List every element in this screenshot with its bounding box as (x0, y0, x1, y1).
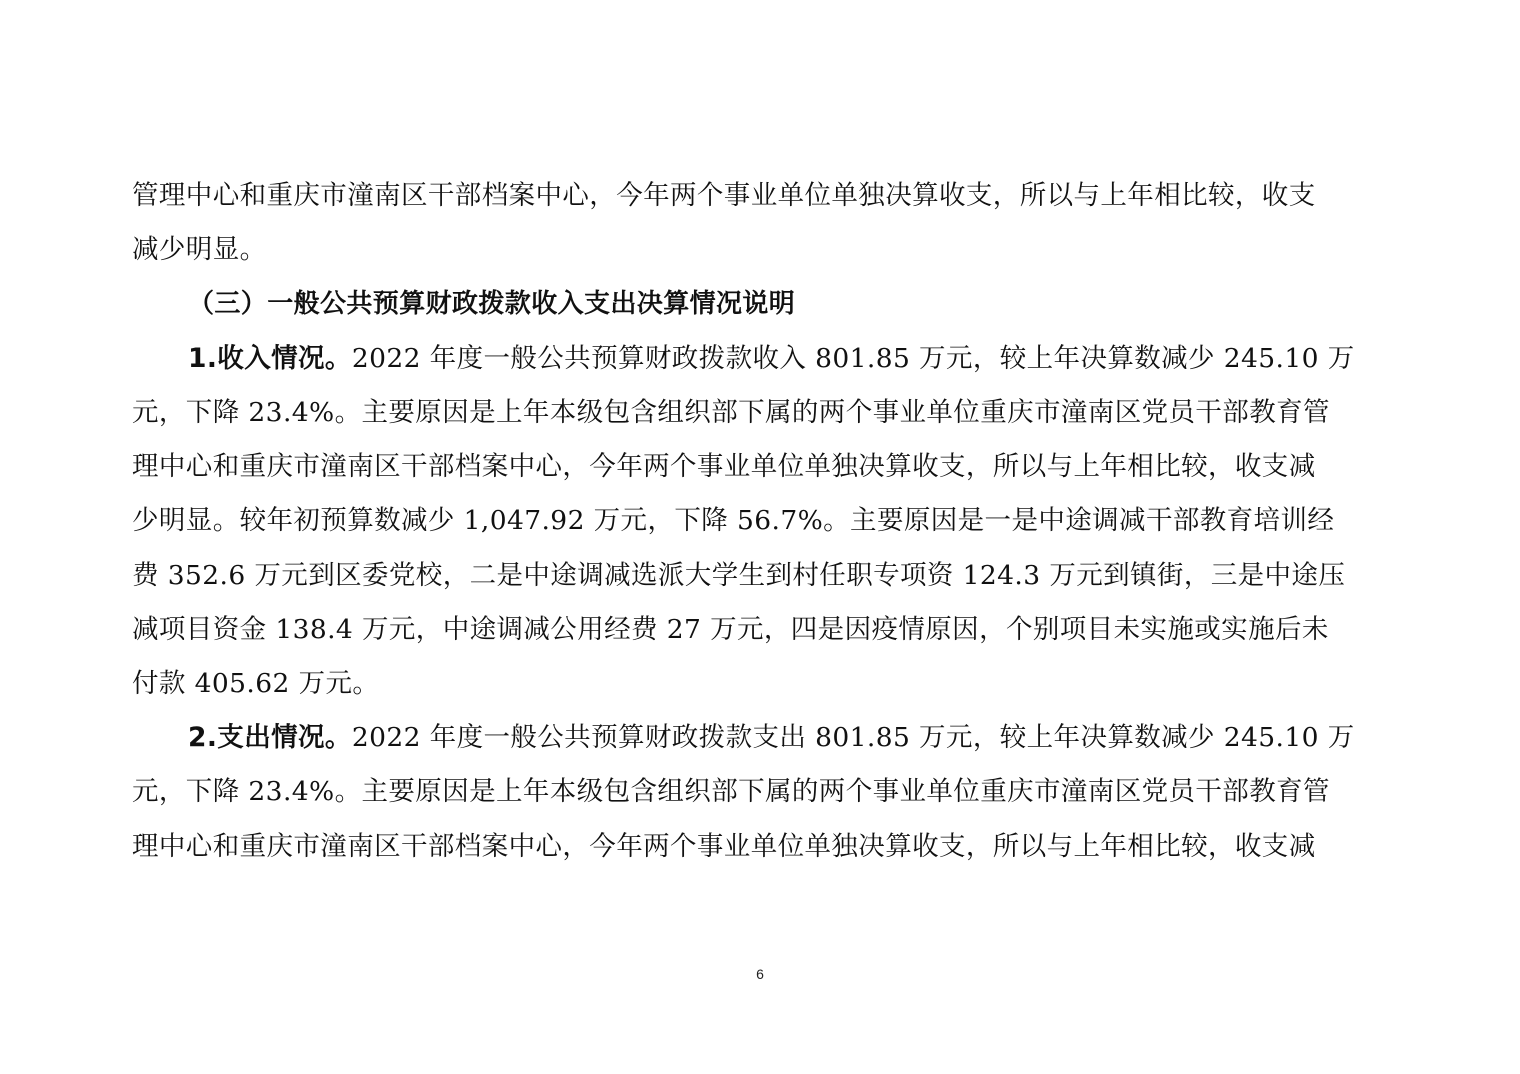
income-paragraph-line (0, 339, 1520, 379)
paragraph-line: 减项目资金 138.4 万元，中途调减公用经费 27 万元，四是因疫情原因，个别项目未实施或实施后未 (132, 614, 1329, 645)
paragraph-line: 理中心和重庆市潼南区干部档案中心，今年两个事业单位单独决算收支，所以与上年相比较，收支减 (132, 831, 1316, 862)
paragraph-line: 少明显。较年初预算数减少 1,047.92 万元，下降 56.7%。主要原因是一是中途调减干部教育培训经 (132, 505, 1335, 536)
paragraph-line: 费 352.6 万元到区委党校，二是中途调减选派大学生到村任职专项资 124.3 万元到镇街，三是中途压 (132, 560, 1346, 591)
income-lead: 1.收入情况。 (188, 343, 352, 374)
paragraph-line: 元，下降 23.4%。主要原因是上年本级包含组织部下属的两个事业单位重庆市潼南区党员干部教育管 (132, 397, 1330, 428)
expense-text: 2022 年度一般公共预算财政拨款支出 801.85 万元，较上年决算数减少 245.10 万 (351, 722, 1355, 753)
paragraph-line: 元，下降 23.4%。主要原因是上年本级包含组织部下属的两个事业单位重庆市潼南区党员干部教育管 (132, 776, 1330, 807)
paragraph-line: 理中心和重庆市潼南区干部档案中心，今年两个事业单位单独决算收支，所以与上年相比较，收支减 (132, 451, 1316, 482)
expense-lead: 2.支出情况。 (188, 722, 352, 753)
section-heading: （三）一般公共预算财政拨款收入支出决算情况说明 (188, 289, 796, 319)
income-text: 2022 年度一般公共预算财政拨款收入 801.85 万元，较上年决算数减少 245.10 万 (351, 343, 1355, 374)
expense-paragraph-line (0, 718, 1520, 758)
paragraph-line: 付款 405.62 万元。 (132, 668, 380, 699)
paragraph-line: 减少明显。 (132, 234, 267, 265)
paragraph-line: 管理中心和重庆市潼南区干部档案中心，今年两个事业单位单独决算收支，所以与上年相比较，收支 (132, 180, 1316, 211)
page-number: 6 (756, 966, 764, 982)
